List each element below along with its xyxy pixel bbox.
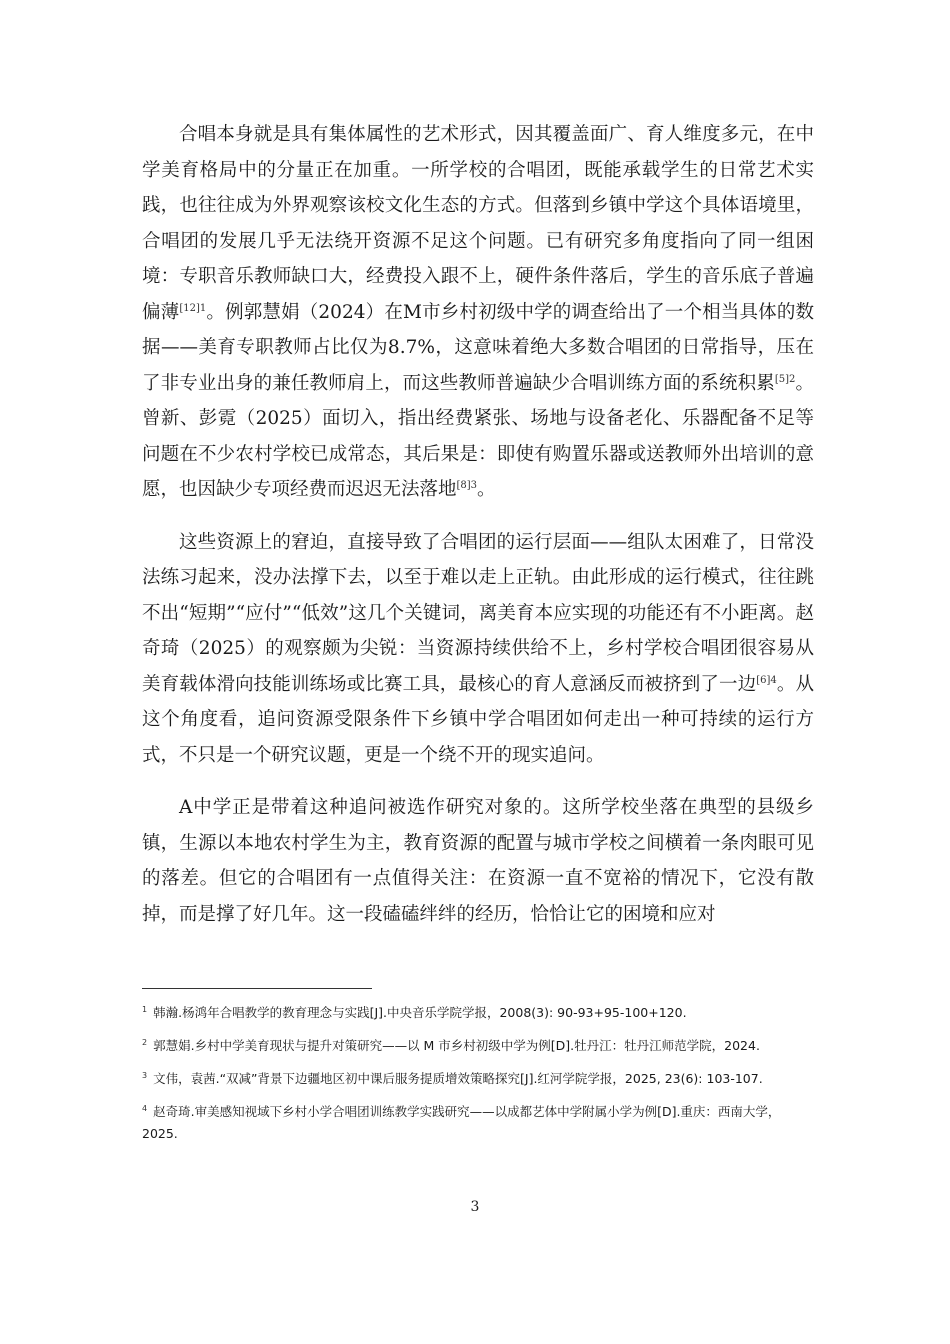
paragraph-2-text-b: 。从这个角度看，追问资源受限条件下乡镇中学合唱团如何走出一种可持续的运行方式，不只是一个研究议题，更是一个绕不开的现实追问。 <box>142 673 814 766</box>
footnote-item <box>142 1002 814 1024</box>
footnote-number: 4 <box>142 1103 148 1113</box>
paragraph-1-text-d: 。 <box>477 479 496 500</box>
paragraph-3 <box>142 790 814 932</box>
footnotes <box>142 1002 814 1156</box>
footnote-number: 3 <box>142 1070 148 1080</box>
footnote-item <box>142 1101 814 1145</box>
footnote-number: 1 <box>142 1004 148 1014</box>
page-number: 3 <box>470 1199 480 1215</box>
paragraph-1-text-a: 合唱本身就是具有集体属性的艺术形式，因其覆盖面广、育人维度多元，在中学美育格局中的分量正在加重。一所学校的合唱团，既能承载学生的日常艺术实践，也往往成为外界观察该校文化生态的方式。但落到乡镇中学这个具体语境里，合唱团的发展几乎无法绕开资源不足这个问题。已有研究多角度指向了同一组困境：专职音乐教师缺口大，经费投入跟不上，硬件条件落后，学生的音乐底子普遍偏薄 <box>142 124 814 323</box>
citation-superscript: [12]1 <box>179 302 207 314</box>
citation-superscript: [5]2 <box>774 373 796 385</box>
footnote-number: 2 <box>142 1037 148 1047</box>
citation-superscript: [6]4 <box>756 674 777 686</box>
paragraph-1 <box>142 117 814 508</box>
paragraph-2 <box>142 525 814 774</box>
paragraph-3-text: A中学正是带着这种追问被选作研究对象的。这所学校坐落在典型的县级乡镇，生源以本地农村学生为主，教育资源的配置与城市学校之间横着一条肉眼可见的落差。但它的合唱团有一点值得关注：在资源一直不宽裕的情况下，它没有散掉，而是撑了好几年。这一段磕磕绊绊的经历，恰恰让它的困境和应对 <box>142 797 814 925</box>
footnote-item <box>142 1068 814 1090</box>
paragraph-2-text-a: 这些资源上的窘迫，直接导致了合唱团的运行层面——组队太困难了，日常没法练习起来，没办法撑下去，以至于难以走上正轨。由此形成的运行模式，往往跳不出“短期”“应付”“低效”这几个关键词，离美育本应实现的功能还有不小距离。赵奇琦（2025）的观察颇为尖锐：当资源持续供给不上，乡村学校合唱团很容易从美育载体滑向技能训练场或比赛工具，最核心的育人意涵反而被挤到了一边 <box>142 531 814 695</box>
footnote-text: 郭慧娟.乡村中学美育现状与提升对策研究——以 M 市乡村初级中学为例[D].牡丹江：牡丹江师范学院，2024. <box>153 1038 760 1053</box>
footnote-text: 文伟，袁茜.“双减”背景下边疆地区初中课后服务提质增效策略探究[J].红河学院学报，2025, 23(6): 103-107. <box>153 1071 763 1086</box>
paragraph-1-text-b: 。例郭慧娟（2024）在M市乡村初级中学的调查给出了一个相当具体的数据——美育专职教师占比仅为8.7%，这意味着绝大多数合唱团的日常指导，压在了非专业出身的兼任教师肩上，而这些教师普遍缺少合唱训练方面的系统积累 <box>142 301 814 394</box>
citation-superscript: [8]3 <box>456 479 478 491</box>
footnote-item <box>142 1035 814 1057</box>
footnote-separator <box>142 988 372 989</box>
body-text <box>142 117 814 949</box>
footnote-text: 赵奇琦.审美感知视域下乡村小学合唱团训练教学实践研究——以成都艺体中学附属小学为例[D].重庆：西南大学，2025. <box>142 1104 781 1141</box>
footnote-text: 韩瀚.杨鸿年合唱教学的教育理念与实践[J].中央音乐学院学报，2008(3): 90-93+95-100+120. <box>153 1005 687 1020</box>
paragraph-1-text-c: 。曾新、彭霓（2025）面切入，指出经费紧张、场地与设备老化、乐器配备不足等问题在不少农村学校已成常态，其后果是：即使有购置乐器或送教师外出培训的意愿，也因缺少专项经费而迟迟无法落地 <box>142 372 814 500</box>
